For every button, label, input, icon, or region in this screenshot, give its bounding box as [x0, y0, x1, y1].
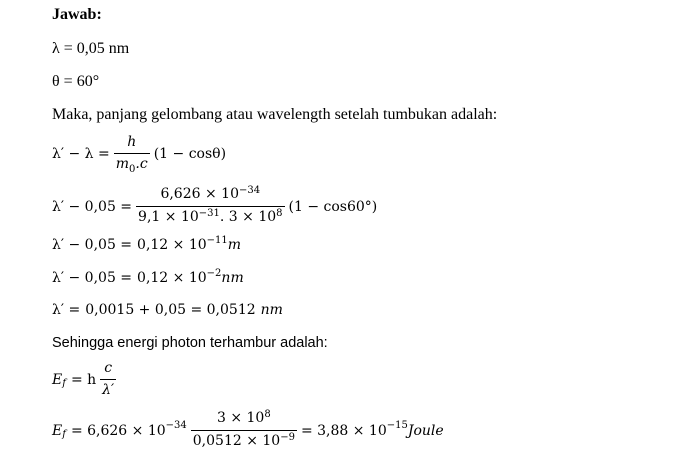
eq4-unit: nm [221, 270, 244, 286]
eq4-value: 0,12 × 10 [137, 270, 207, 286]
given-lambda: λ = 0,05 nm [52, 40, 130, 57]
eq5-lhs: λ′ = [52, 302, 81, 318]
eq7-coef: = 6,626 × 10 [70, 422, 166, 439]
answer-heading: Jawab: [52, 6, 102, 23]
eq7-result-exponent: −15 [386, 420, 408, 431]
eq4-exponent: −2 [206, 267, 222, 279]
eq1-fraction [114, 134, 150, 174]
equation-compton [52, 134, 226, 174]
eq7-coef-exponent: −34 [165, 420, 187, 431]
eq1-numerator: h [127, 134, 137, 150]
eq6-mid: = h [70, 371, 97, 388]
equation-result-m [52, 234, 242, 253]
given-theta: θ = 60° [52, 73, 100, 90]
eq2-rhs: (1 − cos60°) [288, 198, 378, 215]
eq6-denominator: λ′ [100, 379, 116, 399]
eq1-denominator: $m_0.c$ [114, 153, 150, 174]
eq7-numerator: $3 \times 10^8$ [216, 409, 271, 426]
equation-substitution [52, 186, 377, 227]
eq1-lhs: λ′ − λ = [52, 146, 110, 162]
eq7-result: = 3,88 × 10 [300, 422, 387, 439]
eq7-E: E [52, 422, 63, 439]
eq3-unit: m [227, 237, 242, 253]
eq2-denominator: $9,1 \times 10^{-31}$. $3 \times 10^8$ [138, 208, 283, 225]
eq2-fraction [136, 186, 284, 227]
eq5-rhs: 0,0015 + 0,05 = 0,0512 [85, 302, 256, 318]
eq4-lhs: λ′ − 0,05 = [52, 270, 133, 286]
eq7-sub: f [62, 429, 66, 440]
eq6-fraction [100, 360, 116, 399]
eq6-numerator: c [104, 360, 113, 376]
eq3-lhs: λ′ − 0,05 = [52, 237, 133, 253]
energy-text: Sehingga energi photon terhambur adalah: [52, 335, 328, 351]
equation-final-wavelength [52, 302, 283, 318]
equation-photon-energy [52, 360, 120, 399]
eq6-sub: f [62, 378, 66, 389]
eq7-fraction [191, 410, 297, 451]
equation-result-nm [52, 267, 244, 286]
eq7-unit: Joule [407, 422, 444, 439]
eq5-unit: nm [260, 302, 283, 318]
eq2-lhs: λ′ − 0,05 = [52, 198, 133, 215]
eq7-denominator: $0,0512 \times 10^{-9}$ [192, 432, 295, 449]
eq1-rhs: (1 − cosθ) [153, 146, 227, 162]
eq3-exponent: −11 [206, 234, 228, 246]
equation-energy-result [52, 410, 444, 451]
eq6-E: E [52, 371, 63, 388]
intro-text: Maka, panjang gelombang atau wavelength setelah tumbukan adalah: [52, 106, 498, 123]
eq3-value: 0,12 × 10 [137, 237, 207, 253]
eq2-numerator: $6,626 \times 10^{-34}$ [160, 185, 261, 202]
